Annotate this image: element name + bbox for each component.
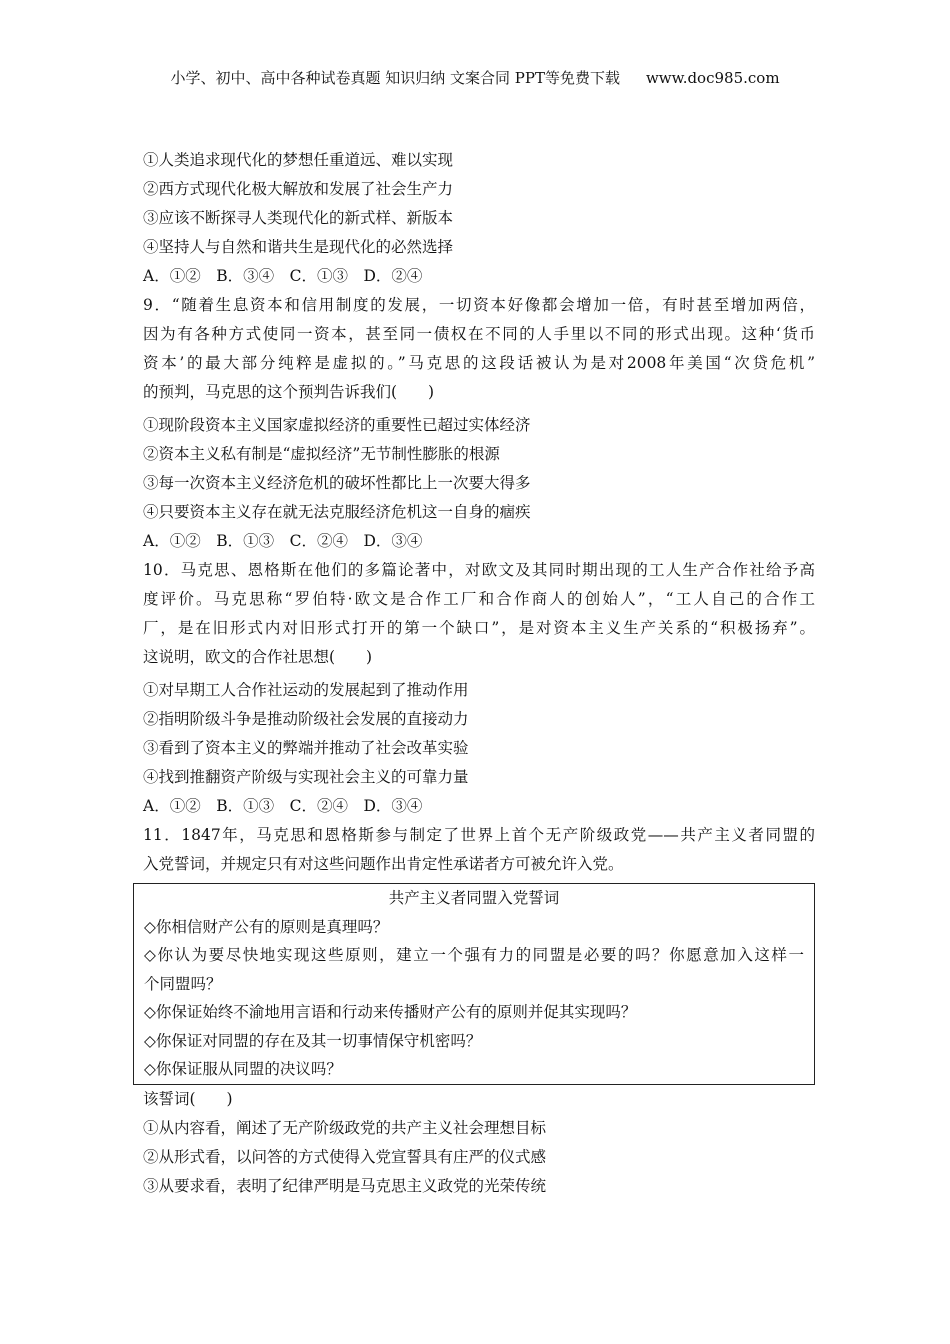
header-text: 小学、初中、高中各种试卷真题 知识归纳 文案合同 PPT等免费下载 xyxy=(170,69,620,87)
text-line: 个同盟吗？ xyxy=(144,974,222,993)
text-line: ①从内容看，阐述了无产阶级政党的共产主义社会理想目标 xyxy=(143,1118,547,1137)
text-line: 这说明，欧文的合作社思想( ) xyxy=(143,648,373,666)
page-header xyxy=(0,68,950,88)
text-line: 10．马克思、恩格斯在他们的多篇论著中，对欧文及其同时期出现的工人生产合作社给予高 xyxy=(143,561,815,579)
text-line: 度评价。马克思称“罗伯特·欧文是合作工厂和合作商人的创始人”，“工人自己的合作工 xyxy=(143,590,815,608)
text-line: A．①② B．③④ C．①③ D．②④ xyxy=(143,267,423,285)
header-url: www.doc985.com xyxy=(645,69,780,87)
q11-options xyxy=(143,1085,815,1201)
text-line: ◇你保证服从同盟的决议吗？ xyxy=(144,1060,342,1078)
text-line: 厂，是在旧形式内对旧形式打开的第一个缺口”，是对资本主义生产关系的“积极扬弃”。 xyxy=(143,619,815,637)
text-line: 资本’的最大部分纯粹是虚拟的。”马克思的这段话被认为是对2008年美国“次贷危机” xyxy=(143,354,815,372)
q8-options xyxy=(143,146,815,291)
document-body xyxy=(143,146,815,1201)
text-line: A．①② B．①③ C．②④ D．③④ xyxy=(143,797,423,815)
text-line: ①人类追求现代化的梦想任重道远、难以实现 xyxy=(143,151,454,169)
text-line: ②西方式现代化极大解放和发展了社会生产力 xyxy=(143,180,454,198)
text-line: 的预判，马克思的这个预判告诉我们( ) xyxy=(143,383,435,401)
oath-box xyxy=(133,883,815,1085)
text-line: ③应该不断探寻人类现代化的新式样、新版本 xyxy=(143,209,454,227)
text-line: ①现阶段资本主义国家虚拟经济的重要性已超过实体经济 xyxy=(143,416,531,434)
text-line: ◇你保证始终不渝地用言语和行动来传播财产公有的原则并促其实现吗？ xyxy=(144,1003,637,1021)
text-line: 入党誓词，并规定只有对这些问题作出肯定性承诺者方可被允许入党。 xyxy=(143,855,624,873)
text-line: 因为有各种方式使同一资本，甚至同一债权在不同的人手里以不同的形式出现。这种‘货币 xyxy=(143,325,815,343)
text-line: A．①② B．①③ C．②④ D．③④ xyxy=(143,532,423,550)
text-line: ②资本主义私有制是“虚拟经济”无节制性膨胀的根源 xyxy=(143,445,500,463)
q9-options xyxy=(143,411,815,556)
text-line: 11．1847年，马克思和恩格斯参与制定了世界上首个无产阶级政党——共产主义者同盟的 xyxy=(143,826,815,844)
text-line: ◇你认为要尽快地实现这些原则，建立一个强有力的同盟是必要的吗？你愿意加入这样一 xyxy=(144,946,804,964)
q11-stem xyxy=(143,821,815,879)
text-line: 9．“随着生息资本和信用制度的发展，一切资本好像都会增加一倍，有时甚至增加两倍， xyxy=(143,296,815,314)
text-line: 该誓词( ) xyxy=(143,1089,233,1108)
text-line: ①对早期工人合作社运动的发展起到了推动作用 xyxy=(143,681,469,699)
q10-stem xyxy=(143,556,815,672)
text-line: ④找到推翻资产阶级与实现社会主义的可靠力量 xyxy=(143,768,469,786)
text-line: ②指明阶级斗争是推动阶级社会发展的直接动力 xyxy=(143,710,469,728)
q9-stem xyxy=(143,291,815,407)
q10-options xyxy=(143,676,815,821)
text-line: ③看到了资本主义的弊端并推动了社会改革实验 xyxy=(143,739,469,757)
text-line: ◇你相信财产公有的原则是真理吗？ xyxy=(144,917,389,936)
box-title: 共产主义者同盟入党誓词 xyxy=(388,889,560,907)
text-line: ③从要求看，表明了纪律严明是马克思主义政党的光荣传统 xyxy=(143,1176,547,1195)
text-line: ②从形式看，以问答的方式使得入党宣誓具有庄严的仪式感 xyxy=(143,1147,547,1166)
text-line: ③每一次资本主义经济危机的破坏性都比上一次要大得多 xyxy=(143,474,531,492)
text-line: ◇你保证对同盟的存在及其一切事情保守机密吗？ xyxy=(144,1031,482,1050)
text-line: ④只要资本主义存在就无法克服经济危机这一自身的痼疾 xyxy=(143,503,531,521)
text-line: ④坚持人与自然和谐共生是现代化的必然选择 xyxy=(143,238,454,256)
